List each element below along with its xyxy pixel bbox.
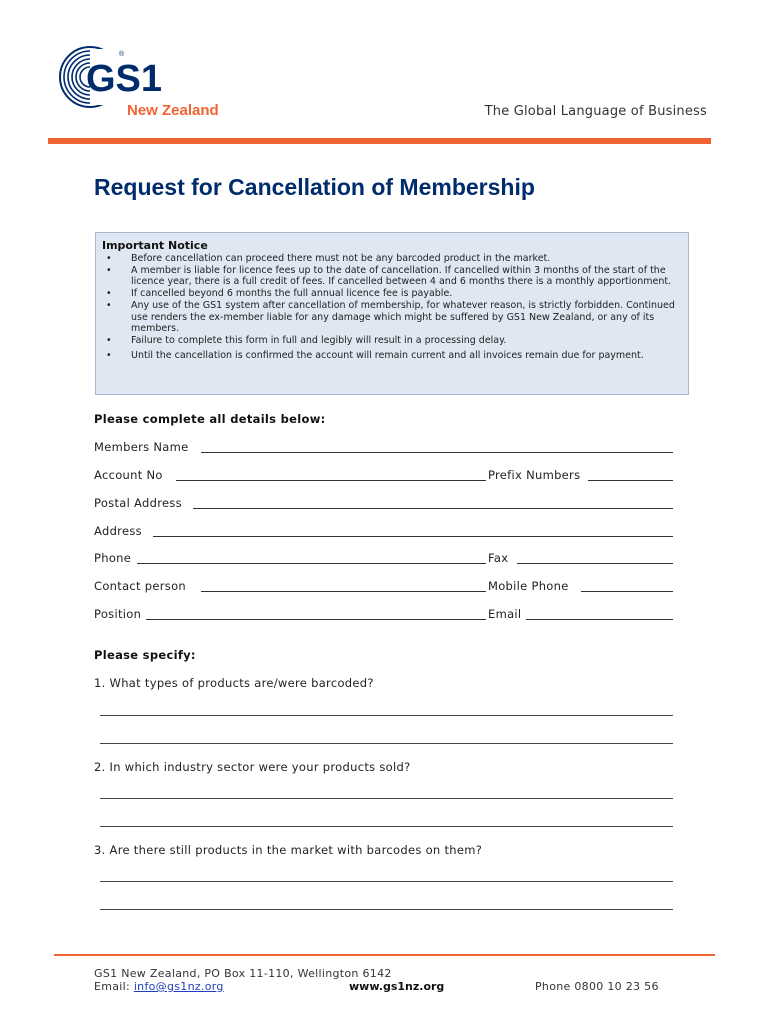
- notice-item: • Failure to complete this form in full and legibly will result in a processing delay.: [106, 335, 507, 347]
- question-1: 1. What types of products are/were barcoded?: [94, 676, 374, 690]
- email-link[interactable]: info@gs1nz.org: [133, 980, 224, 993]
- bullet-icon: •: [106, 335, 112, 347]
- bullet-icon: •: [106, 300, 112, 312]
- logo-wordmark: GS1: [86, 58, 163, 100]
- address-field[interactable]: [153, 536, 673, 537]
- footer-phone: Phone 0800 10 23 56: [535, 980, 659, 993]
- header-divider: [48, 138, 711, 144]
- position-field[interactable]: [146, 619, 486, 620]
- answer-3-line-2[interactable]: [100, 909, 673, 910]
- bullet-icon: •: [106, 264, 112, 276]
- answer-2-line-1[interactable]: [100, 798, 673, 799]
- notice-item: • A member is liable for licence fees up to the date of cancellation. If cancelled within 3 months of the start of the licence year, there is a full credit of fees. If cancelled between 4 and 6 months there is a monthly apportionment.: [106, 264, 672, 288]
- contact-person-label: Contact person: [94, 579, 187, 593]
- prefix-numbers-label: Prefix Numbers: [488, 468, 581, 482]
- mobile-phone-label: Mobile Phone: [488, 579, 569, 593]
- answer-2-line-2[interactable]: [100, 826, 673, 827]
- svg-text:®: ®: [119, 51, 125, 58]
- details-heading: Please complete all details below:: [94, 412, 326, 426]
- account-no-label: Account No: [94, 468, 163, 482]
- footer-email: [94, 980, 224, 993]
- email-field[interactable]: [526, 619, 673, 620]
- fax-label: Fax: [488, 551, 509, 565]
- account-no-field[interactable]: [176, 480, 486, 481]
- notice-list: [96, 253, 682, 362]
- mobile-phone-field[interactable]: [581, 591, 673, 592]
- footer-divider: [54, 954, 715, 956]
- notice-title: Important Notice: [102, 239, 208, 252]
- phone-label: Phone: [94, 551, 132, 565]
- answer-3-line-1[interactable]: [100, 881, 673, 882]
- specify-heading: Please specify:: [94, 648, 196, 662]
- position-label: Position: [94, 607, 142, 621]
- footer-email-label: Email:: [94, 980, 131, 993]
- bullet-icon: •: [106, 288, 112, 300]
- question-2: 2. In which industry sector were your products sold?: [94, 760, 411, 774]
- notice-item: • Before cancellation can proceed there must not be any barcoded product in the market.: [106, 253, 551, 264]
- question-3: 3. Are there still products in the market with barcodes on them?: [94, 843, 483, 857]
- footer-address: GS1 New Zealand, PO Box 11-110, Wellington 6142: [94, 967, 392, 980]
- address-label: Address: [94, 524, 142, 538]
- postal-address-field[interactable]: [193, 508, 673, 509]
- phone-field[interactable]: [137, 563, 486, 564]
- page-title: Request for Cancellation of Membership: [94, 174, 535, 200]
- postal-address-label: Postal Address: [94, 496, 182, 510]
- gs1-logo: [50, 44, 240, 124]
- tagline: The Global Language of Business: [484, 104, 707, 119]
- prefix-numbers-field[interactable]: [588, 480, 673, 481]
- notice-item: • Until the cancellation is confirmed the account will remain current and all invoices remain due for payment.: [106, 349, 644, 361]
- logo-region: New Zealand: [127, 102, 219, 119]
- answer-1-line-2[interactable]: [100, 743, 673, 744]
- answer-1-line-1[interactable]: [100, 715, 673, 716]
- bullet-icon: •: [106, 253, 112, 264]
- fax-field[interactable]: [517, 563, 673, 564]
- bullet-icon: •: [106, 349, 112, 361]
- members-name-label: Members Name: [94, 440, 189, 454]
- notice-item: • Any use of the GS1 system after cancellation of membership, for whatever reason, is strictly forbidden. Continued use renders the ex-member liable for any damage which might be suffered by GS1 New Zealand, or any of its members.: [106, 300, 675, 335]
- website-link[interactable]: www.gs1nz.org: [349, 980, 445, 993]
- important-notice-box: [95, 232, 689, 395]
- notice-item: • If cancelled beyond 6 months the full annual licence fee is payable.: [106, 288, 453, 300]
- members-name-field[interactable]: [201, 452, 673, 453]
- email-label: Email: [488, 607, 522, 621]
- contact-person-field[interactable]: [201, 591, 486, 592]
